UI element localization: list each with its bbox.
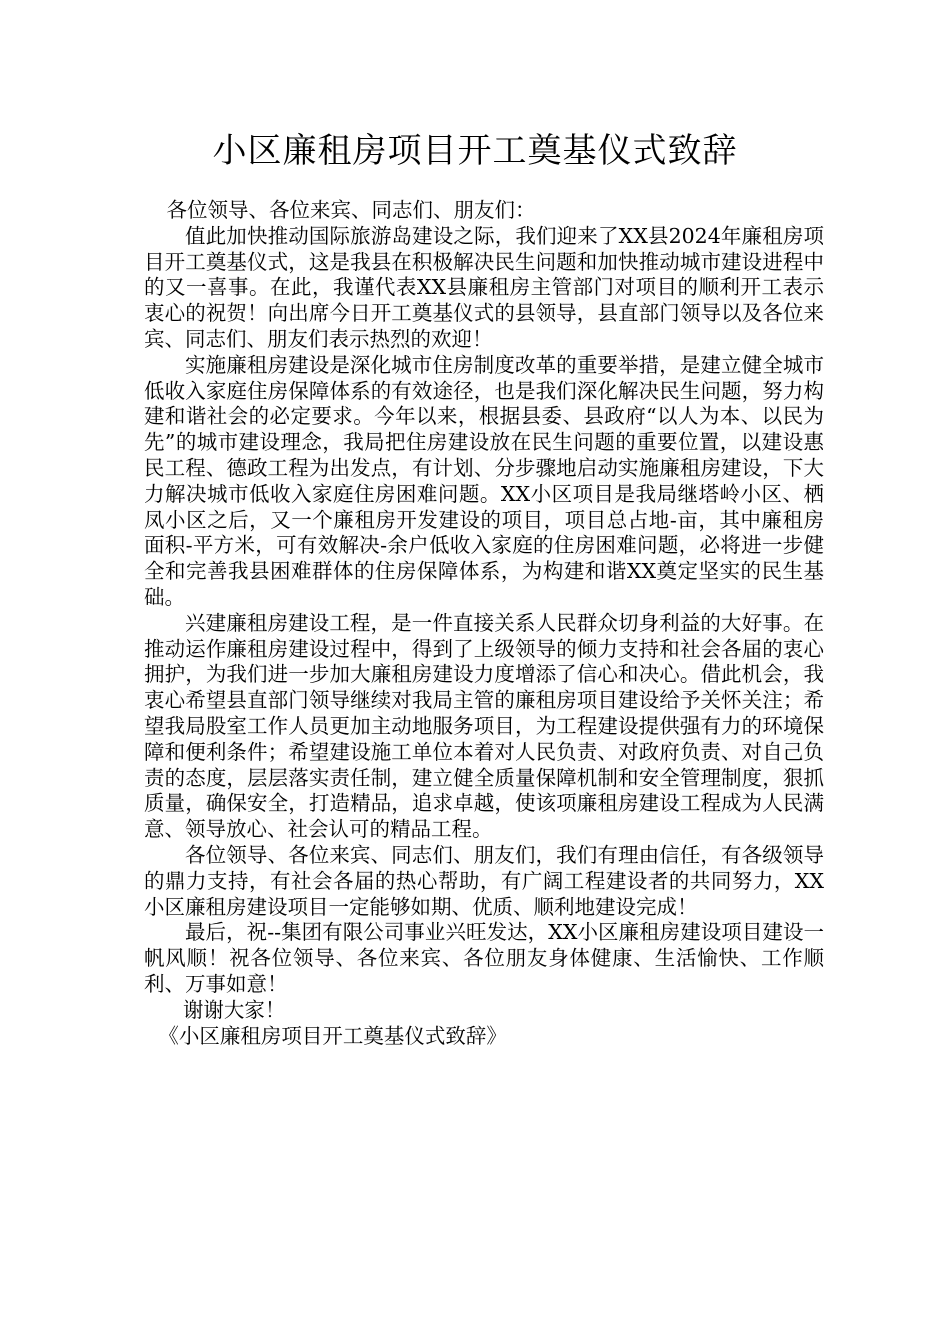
paragraph-support: 兴建廉租房建设工程，是一件直接关系人民群众切身利益的大好事。在推动运作廉租房建设过程中，得到了上级领导的倾力支持和社会各届的衷心拥护，为我们进一步加大廉租房建设力度增添了信心和决心。借此机会，我衷心希望县直部门领导继续对我局主管的廉租房项目建设给予关怀关注；希望我局股室工作人员更加主动地服务项目，为工程建设提供强有力的环境保障和便利条件；希望建设施工单位本着对人民负责、对政府负责、对自己负责的态度，层层落实责任制，建立健全质量保障机制和安全管理制度，狠抓质量，确保安全，打造精品，追求卓越，使该项廉租房建设工程成为人民满意、领导放心、社会认可的精品工程。 <box>144 610 824 842</box>
paragraph-opening: 值此加快推动国际旅游岛建设之际，我们迎来了XX县2024年廉租房项目开工奠基仪式，这是我县在积极解决民生问题和加快推动城市建设进程中的又一喜事。在此，我谨代表XX县廉租房主管部门对项目的顺利开工表示衷心的祝贺！向出席今日开工奠基仪式的县领导，县直部门领导以及各位来宾、同志们、朋友们表示热烈的欢迎！ <box>144 223 824 351</box>
paragraph-confidence: 各位领导、各位来宾、同志们、朋友们，我们有理由信任，有各级领导的鼎力支持，有社会各届的热心帮助，有广阔工程建设者的共同努力，XX小区廉租房建设项目一定能够如期、优质、顺利地建设完成！ <box>144 842 824 919</box>
closing-line: 谢谢大家！ <box>182 997 286 1022</box>
greeting-line: 各位领导、各位来宾、同志们、朋友们： <box>166 198 536 222</box>
paragraph-significance: 实施廉租房建设是深化城市住房制度改革的重要举措，是建立健全城市低收入家庭住房保障体系的有效途径，也是我们深化解决民生问题，努力构建和谐社会的必定要求。今年以来，根据县委、县政府“以人为本、以民为先”的城市建设理念，我局把住房建设放在民生问题的重要位置，以建设惠民工程、德政工程为出发点，有计划、分步骤地启动实施廉租房建设，下大力解决城市低收入家庭住房困难问题。XX小区项目是我局继塔岭小区、栖凤小区之后，又一个廉租房开发建设的项目，项目总占地-亩，其中廉租房面积-平方米，可有效解决-余户低收入家庭的住房困难问题，必将进一步健全和完善我县困难群体的住房保障体系，为构建和谐XX奠定坚实的民生基础。 <box>144 352 824 609</box>
paragraph-wishes: 最后，祝--集团有限公司事业兴旺发达，XX小区廉租房建设项目建设一帆风顺！祝各位领导、各位来宾、各位朋友身体健康、生活愉快、工作顺利、万事如意！ <box>144 920 824 996</box>
document-title: 小区廉租房项目开工奠基仪式致辞 <box>212 131 738 171</box>
document-body <box>144 198 824 1049</box>
source-title-line: 《小区廉租房项目开工奠基仪式致辞》 <box>158 1023 507 1048</box>
